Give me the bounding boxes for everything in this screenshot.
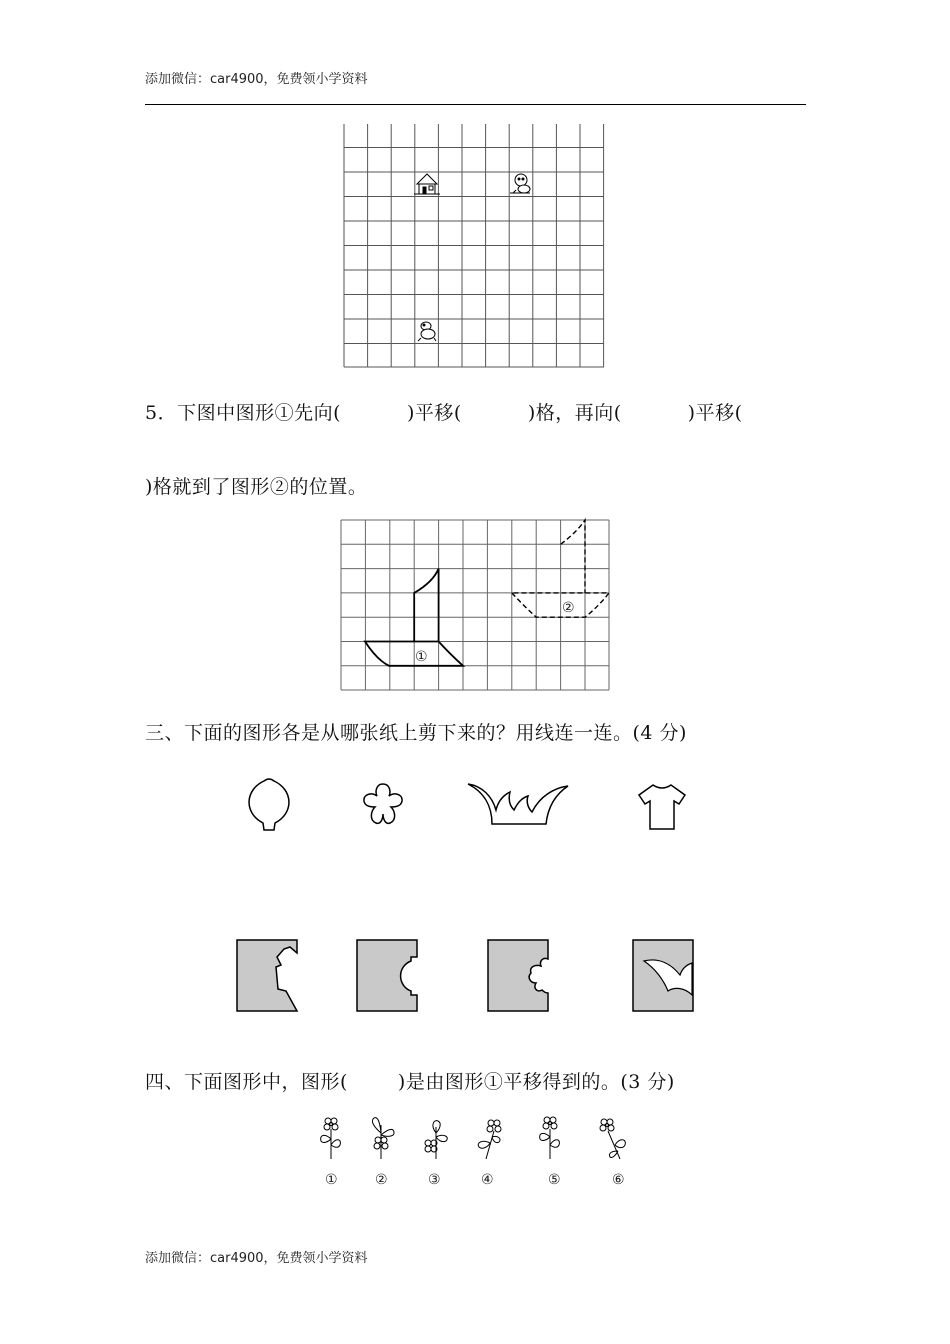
- footer-note: 添加微信：car4900，免费领小学资料: [145, 1251, 368, 1266]
- flower-label-4: ④: [481, 1172, 494, 1188]
- flower-1[interactable]: [314, 1115, 350, 1161]
- flower-6[interactable]: [594, 1115, 634, 1161]
- grid-translation: [341, 520, 611, 692]
- q5-text-d: )平移(: [687, 402, 743, 424]
- flower-4[interactable]: [470, 1115, 506, 1161]
- flower-3[interactable]: [418, 1115, 454, 1161]
- q5-line2: )格就到了图形②的位置。: [145, 476, 368, 498]
- dog-icon: [510, 174, 530, 193]
- paper-flower-cut[interactable]: [487, 939, 549, 1011]
- animal-icon: [418, 322, 436, 341]
- shape-1-label: ①: [415, 649, 428, 665]
- flower-5[interactable]: [536, 1115, 572, 1161]
- flower-label-3: ③: [428, 1172, 441, 1188]
- paper-grass-cut[interactable]: [632, 939, 694, 1011]
- flower-label-1: ①: [325, 1172, 338, 1188]
- cutout-round-lantern[interactable]: [238, 775, 300, 833]
- house-icon: [414, 174, 440, 194]
- paper-tshirt-cut[interactable]: [236, 939, 298, 1011]
- cutout-tshirt[interactable]: [636, 782, 688, 832]
- shape-2-label: ②: [562, 600, 575, 616]
- flower-label-2: ②: [375, 1172, 388, 1188]
- paper-round-cut[interactable]: [356, 939, 418, 1011]
- section4-text-a: 四、下面图形中，图形(: [145, 1071, 348, 1093]
- q5-text-c: )格，再向(: [527, 402, 622, 424]
- cutout-grass[interactable]: [466, 780, 570, 826]
- section3-title: 三、下面的图形各是从哪张纸上剪下来的？用线连一连。(4 分): [145, 722, 687, 744]
- header-rule: [145, 104, 806, 105]
- q5-text-a: 5．下图中图形①先向(: [145, 402, 342, 424]
- cutout-flower[interactable]: [360, 780, 406, 828]
- header-note: 添加微信：car4900，免费领小学资料: [145, 72, 368, 87]
- q5-line1: [145, 398, 743, 425]
- flower-label-5: ⑤: [548, 1172, 561, 1188]
- flower-label-6: ⑥: [612, 1172, 625, 1188]
- section4-text-b: )是由图形①平移得到的。(3 分): [397, 1071, 675, 1093]
- flower-2[interactable]: [364, 1115, 400, 1161]
- q5-text-b: )平移(: [407, 402, 462, 424]
- grid-map: [344, 124, 606, 368]
- section4-title: [145, 1067, 675, 1094]
